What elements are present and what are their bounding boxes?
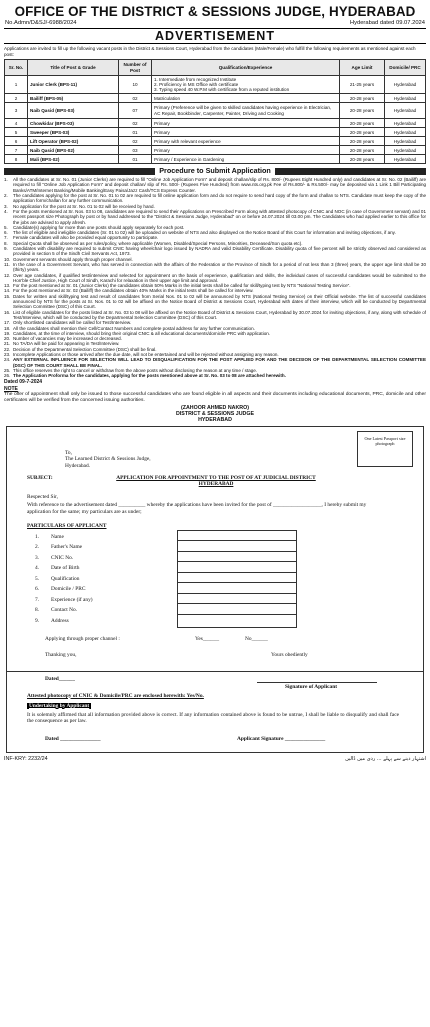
intro-text: Applications are invited to fill up the following vacant posts in the District & Sessions Court, Hyderabad from the candidates (Male/Female) who fulfill the following requirements as mentioned against each post: <box>4 46 416 57</box>
procedure-item <box>4 246 426 257</box>
salutation: Respected Sir, <box>27 493 58 500</box>
application-form-lower <box>6 672 424 753</box>
procedure-bar-left <box>4 168 155 175</box>
to-line: To, <box>65 449 72 456</box>
procedure-item-text: Female candidates will also be provided equal opportunity to participate. <box>13 235 159 241</box>
signature-of-applicant: Signature of Applicant <box>285 683 338 690</box>
procedure-list <box>4 177 426 378</box>
row-age: 20-28 years <box>340 103 385 119</box>
table-row <box>5 119 426 128</box>
particular-box[interactable] <box>178 531 296 542</box>
table-row <box>5 137 426 146</box>
procedure-item-text: Candidates, at the time of interview, should bring their original CNIC & all educational documents/domicile PRC with application. <box>13 330 271 336</box>
table-row <box>5 128 426 137</box>
row-sr: 6 <box>5 137 28 146</box>
procedure-item-text: For the post mentioned at Sr. 02 (Bailiff) the candidates obtain 40% Marks in the initial tests shall be called for interview. <box>13 288 254 294</box>
row-qualification: Primary <box>152 128 340 137</box>
procedure-item-number: 15. <box>4 293 11 299</box>
particular-number: 2. <box>35 544 40 551</box>
row-number: 07 <box>119 103 152 119</box>
row-domicile: Hyderabad <box>385 137 426 146</box>
photo-box: One Latest Passport size photograph <box>357 431 413 467</box>
row-age: 20-28 years <box>340 119 385 128</box>
procedure-item-text: The candidates applying for the post at Sr. No. 01 to 02 are required to fill online application form and do not require to send hard copy of the form and challan to NTS. Candidate must keep the copy of the application form/challan for any further communication. <box>13 193 426 204</box>
procedure-item-text: In the case of a Government Servant, who has served in connection with the affairs of the Federation or the Province of Sindh for a period of not less than 3 (three) years, the upper age limit shall be 30 (thirty) years. <box>13 261 426 273</box>
procedure-item-text: All the candidates at Sr. No. 01 (Junior Clerks) are required to fill "Online Job Application Form" and deposit challan/slip of Rs. 800/- (Rupees Eight Hundred only) and candidates at Sr. No. 02 (Bailiff) are required to fill "Online Job Application Form" and deposit challan/ slip of Rs. 500/- (Rupees Five Hundred) from www.nts.org.pk Fee of Rs.800/- & Rs.500/- may be deposited via 1 Link 1 Bill Participating Banks/ATM/Internet Banking/Mobile Banking/Easy Paisa/Jazz Cash/TCS Express Counter. <box>13 177 426 193</box>
row-title: Junior Clerk (BPS-11) <box>28 76 119 94</box>
header-age: Age Limit <box>340 60 385 76</box>
procedure-item-number: 20. <box>4 336 11 342</box>
row-sr: 5 <box>5 128 28 137</box>
row-title: Lift Operator (BPS-02) <box>28 137 119 146</box>
undertaking-dated[interactable]: Dated _______________ <box>45 735 101 742</box>
reference-number: No.Admn/D&SJ/-6988/2024 <box>5 20 77 26</box>
row-qualification: Primary <box>152 119 340 128</box>
row-number: 01 <box>119 128 152 137</box>
procedure-item-text: The Application Proforma for the candidates, applying for the posts mentioned above at Sr. No. 03 to 08 are attached herewith. <box>13 373 286 379</box>
header-sr: Sr. No. <box>5 60 28 76</box>
procedure-item-number: 18. <box>4 325 11 331</box>
row-domicile: Hyderabad <box>385 128 426 137</box>
row-sr: 4 <box>5 119 28 128</box>
row-sr: 1 <box>5 76 28 94</box>
note-text: The offer of appointment shall only be issued to those successful candidates who are found eligible in all aspects and their documents including educational documents, PRC, domicile and other certificates will be verified from the concerned issuing authorities. <box>4 392 426 404</box>
signatory-designation: DISTRICT & SESSIONS JUDGE <box>176 410 254 417</box>
proper-channel-no[interactable]: No______ <box>245 635 268 642</box>
form-dated[interactable]: Dated______ <box>45 675 75 682</box>
procedure-header <box>4 167 426 175</box>
particular-box[interactable] <box>178 594 296 605</box>
to-line: Hyderabad. <box>65 462 90 469</box>
table-header-row <box>5 60 426 76</box>
procedure-item-text: This office reserves the right to cancel or withdraw from the above posts without disclosing the reason at any time / stage. <box>13 367 258 373</box>
row-number: 02 <box>119 94 152 103</box>
row-number: 10 <box>119 76 152 94</box>
qual-line: 2. Proficiency in MS Office with certificate <box>154 82 239 88</box>
particular-label: Address <box>51 617 69 624</box>
procedure-item <box>4 273 426 284</box>
reference-row <box>4 19 426 27</box>
header-title: Title of Post & Grade <box>28 60 119 76</box>
particular-box[interactable] <box>178 604 296 615</box>
table-row <box>5 76 426 94</box>
table-row <box>5 146 426 155</box>
procedure-item-number: 17. <box>4 320 11 326</box>
procedure-item <box>4 357 426 368</box>
procedure-item <box>4 373 426 378</box>
row-sr: 2 <box>5 94 28 103</box>
row-qualification: Primary <box>152 146 340 155</box>
particular-number: 6. <box>35 586 40 593</box>
procedure-item-number: 2. <box>4 193 8 199</box>
procedure-item-text: The list of eligible and ineligible candidates (Sr. 01 to 02) will be uploaded on website of NTS and also displayed on the Notice Board of this Court for information and inviting objections, if any. <box>13 230 396 236</box>
qual-line: 1. Intermediate from recognized Institute <box>154 76 237 82</box>
row-domicile: Hyderabad <box>385 155 426 164</box>
particular-box[interactable] <box>178 562 296 573</box>
row-number: 02 <box>119 119 152 128</box>
particulars-title: PARTICULARS OF APPLICANT <box>27 522 107 529</box>
urdu-notice: اشتہار دینے سے پہلے ... ردی میں ڈالیں <box>345 755 426 762</box>
signatory-name: (ZAHOOR AHMED NAKRO) <box>180 404 250 411</box>
procedure-item-number: 26. <box>4 373 11 379</box>
procedure-item-number: 3. <box>4 203 8 209</box>
procedure-item-number: 19. <box>4 330 11 336</box>
particular-box[interactable] <box>178 615 296 626</box>
particular-number: 5. <box>35 575 40 582</box>
procedure-item-number: 7. <box>4 235 8 241</box>
particular-box[interactable] <box>178 583 296 594</box>
row-title: Naib Qasid (BPS-02) <box>28 146 119 155</box>
procedure-item-text: No TA/DA will be paid for appearing in Test/Interview. <box>13 341 120 347</box>
row-number: 03 <box>119 146 152 155</box>
note-heading: NOTE <box>4 386 18 393</box>
to-line: The Learned District & Sessions Judge, <box>65 456 151 463</box>
procedure-item-number: 23. <box>4 351 11 357</box>
particular-number: 8. <box>35 607 40 614</box>
particular-box[interactable] <box>178 541 296 552</box>
procedure-item-text: Number of vacancies may be increased or decreased. <box>13 336 122 342</box>
row-domicile: Hyderabad <box>385 119 426 128</box>
row-title: Mali (BPS-02) <box>28 155 119 164</box>
particular-label: CNIC No. <box>51 554 74 561</box>
proper-channel-label: Applying through proper channel : <box>45 635 120 642</box>
row-qualification: Primary with relevant experience <box>152 137 340 146</box>
row-sr: 7 <box>5 146 28 155</box>
qual-line: 3. Typing speed 40 W.P.M with certificate from a reputed institution <box>154 87 290 93</box>
row-domicile: Hyderabad <box>385 94 426 103</box>
form-addressee <box>65 450 151 470</box>
procedure-title: Procedure to Submit Application <box>159 166 271 176</box>
procedure-item <box>4 193 426 204</box>
procedure-bar-right <box>275 168 426 175</box>
row-age: 20-28 years <box>340 146 385 155</box>
particular-number: 7. <box>35 596 40 603</box>
procedure-item-number: 24. <box>4 357 11 363</box>
header-qualification: Qualification/Experience <box>152 60 340 76</box>
row-qualification: Primary (Preference will be given to skilled candidates having experience in Electrician, AC Repair, Bookbinder, Carpenter, Painter, Driving and Cooking <box>152 103 340 119</box>
signatory-city: HYDERABAD <box>198 416 232 423</box>
procedure-item-text: Candidate(s) applying for more than one posts should apply separately for each post. <box>13 224 185 230</box>
particulars-box-column <box>177 530 297 628</box>
row-domicile: Hyderabad <box>385 103 426 119</box>
row-qualification: Primary / Experience in Gardening <box>152 155 340 164</box>
row-title: Chowkidar (BPS-03) <box>28 119 119 128</box>
procedure-item-text: ANY EXTERNAL INFLUENCE FOR SELECTION WILL LEAD TO DISQUALIFICATION FOR THE POST APPLIED FOR AND THE DECISION OF THE DEPARTMENTAL SELECTION COMMITTEE (DSC) OF THIS COURT SHALL BE FINAL. <box>13 357 426 368</box>
procedure-item-number: 16. <box>4 309 11 315</box>
inf-number: INF-KRY: 2232/24 <box>4 755 48 762</box>
row-number: 01 <box>119 155 152 164</box>
signatory-block <box>4 405 426 423</box>
procedure-item-number: 10. <box>4 256 11 262</box>
particular-label: Domicile / PRC <box>51 586 86 593</box>
procedure-item-number: 13. <box>4 283 11 289</box>
procedure-item-number: 22. <box>4 346 11 352</box>
procedure-item-text: Incomplete Applications or those arrived after the due date, will not be entertained and will be rejected without assigning any reason. <box>13 351 279 357</box>
procedure-item <box>4 262 426 273</box>
procedure-item-number: 25. <box>4 367 11 373</box>
row-age: 20-28 years <box>340 128 385 137</box>
header-number: Number of Post <box>119 60 152 76</box>
particular-label: Contact No. <box>51 607 78 614</box>
header-domicile: Domicile/ PRC <box>385 60 426 76</box>
particular-number: 4. <box>35 565 40 572</box>
advertisement-page <box>4 3 426 1021</box>
table-row <box>5 155 426 164</box>
particular-box[interactable] <box>178 573 296 584</box>
issue-date: Hyderabad dated 09.07.2024 <box>349 20 425 26</box>
row-title: Sweeper (BPS-03) <box>28 128 119 137</box>
table-row <box>5 103 426 119</box>
particular-number: 3. <box>35 554 40 561</box>
yours-obediently: Yours obediently <box>271 651 308 658</box>
row-age: 20-28 years <box>340 137 385 146</box>
signature-line <box>257 682 377 683</box>
particular-box[interactable] <box>178 552 296 563</box>
row-title: Bailiff (BPS-05) <box>28 94 119 103</box>
row-domicile: Hyderabad <box>385 76 426 94</box>
undertaking-text: It is solemnly affirmed that all information provided above is correct. If any information contained above is found to be untrue, I shall be liable to disqualify and shall face the consequence as per law. <box>27 711 399 725</box>
subject-label: SUBJECT: <box>27 474 53 481</box>
row-sr: 3 <box>5 103 28 119</box>
procedure-item-text: Decision of the Departmental Selection Committee (DSC) shall be final. <box>13 346 157 352</box>
table-row <box>5 94 426 103</box>
procedure-item-text: Dates for written and skill/typing test and result of candidates from Serial Nos. 01 to 02 will be announced by NTS (National Testing Service) on their Official website. The list of successful candidates announced by NTS for the posts at Sr. Nos. 01 to 02 will be affixed on the Notice Board of District & Sessions Court, Hyderabad with dates of their interview, which will be conducted by Departmental Selection Committee (DSC) of this Court. <box>13 293 426 310</box>
procedure-item-text: All the candidates shall mention their Cell/Contact Numbers and complete postal address for any further communication. <box>13 325 255 331</box>
row-age: 20-28 years <box>340 155 385 164</box>
office-title: OFFICE OF THE DISTRICT & SESSIONS JUDGE, HYDERABAD <box>14 4 416 19</box>
procedure-item <box>4 294 426 310</box>
procedure-item-text: Only shortlisted candidates will be called for Test/Interview. <box>13 320 132 326</box>
row-domicile: Hyderabad <box>385 146 426 155</box>
particular-label: Date of Birth <box>51 565 80 572</box>
procedure-item-text: Special Quota shall be observed as per rules/policy, where applicable (Women, Disabled/Special Persons, Minorities, Deceased/Son quota etc). <box>13 240 303 246</box>
page-footer <box>4 756 426 763</box>
procedure-item-number: 4. <box>4 208 8 214</box>
form-paragraph: With reference to the advertisement dated __________ whereby the applications have been invited for the post of __________________, I hereby submit my application for the same; my particulars are as under; <box>27 501 367 516</box>
procedure-item-text: For the posts mentioned at Sr. Nos. 03 to 08, candidates are required to send their Applications on Prescribed Form along with attested photocopy of CNIC and NOC (in case of Government servant) and 01 recent passport size Photograph by post or by hand addressed to the "District & Sessions Judge, Hyderabad" on or before 24.07.2024 till 03.00 pm. The Candidates who had applied earlier to this office for the jobs are advised to apply afresh. <box>13 208 426 225</box>
posts-table <box>4 59 426 164</box>
row-age: 20-28 years <box>340 94 385 103</box>
procedure-item-number: 14. <box>4 288 11 294</box>
procedure-item-number: 12. <box>4 272 11 278</box>
applicant-signature[interactable]: Applicant Signature _______________ <box>237 735 326 742</box>
procedure-item <box>4 177 426 193</box>
procedure-item-number: 6. <box>4 230 8 236</box>
row-number: 02 <box>119 137 152 146</box>
particular-label: Name <box>51 533 64 540</box>
procedure-item <box>4 209 426 225</box>
procedure-item-text: Over age candidates, if qualified test/interview and selected for appointment on the basis of experience, qualification and skills, the individual cases of successful candidates would be submitted to the Hon'ble Chief Justice, High Court of Sindh, Karachi for relaxation in their upper age limit and approval. <box>13 272 426 283</box>
procedure-item-number: 1. <box>4 177 8 183</box>
advert-dated: Dated 09-7-2024 <box>4 379 43 386</box>
procedure-item-text: For the post mentioned at Sr. 01 (Junior Clerks) the candidates obtain 50% Marks in the initial tests shall be called for skill/typing test by NTS "National Testing Service". <box>13 283 351 289</box>
row-sr: 8 <box>5 155 28 164</box>
proper-channel-yes[interactable]: Yes______ <box>195 635 220 642</box>
procedure-item-text: List of eligible candidates for the posts listed at Sr. No. 03 to 08 will be affixed on the Notice Board of District & Sessions Court, Hyderabad by 30.07.2024 for inviting objections, if any, along with schedule of Test/Interview, which will be conducted by the Departmental Selection Committee (DSC) of this Court. <box>13 309 426 320</box>
advertisement-heading: ADVERTISEMENT <box>4 28 426 44</box>
particular-number: 9. <box>35 617 40 624</box>
procedure-item <box>4 310 426 321</box>
particular-label: Experience (if any) <box>51 596 93 603</box>
row-qualification: Matriculation <box>152 94 340 103</box>
row-qualification <box>152 76 340 94</box>
particular-label: Father's Name <box>51 544 83 551</box>
procedure-item-text: Government servants should apply through proper channel. <box>13 256 133 262</box>
procedure-item-text: No application for the post at Sr. No. 01 to 02 will be received by hand. <box>13 203 155 209</box>
procedure-item-number: 9. <box>4 246 8 252</box>
row-title: Naib Qasid (BPS-03) <box>28 103 119 119</box>
subject-text: APPLICATION FOR APPOINTMENT TO THE POST OF AT JUDICIAL DISTRICT HYDERABAD <box>116 474 316 488</box>
attested-copies-line: Attested photocopy of CNIC & Domicile/PRC are enclosed herewith: Yes/No. <box>27 692 204 699</box>
undertaking-heading: Undertaking by Applicant <box>29 702 90 709</box>
particular-number: 1. <box>35 533 40 540</box>
procedure-item-number: 21. <box>4 341 11 347</box>
row-age: 21-25 years <box>340 76 385 94</box>
procedure-item-number: 5. <box>4 224 8 230</box>
particular-label: Qualification <box>51 575 80 582</box>
thanking-text: Thanking you, <box>45 651 77 658</box>
application-form <box>6 426 424 672</box>
procedure-item-text: Candidates with disability are required to submit CNIC having wheelchair logo issued by NADRA and valid Disability Certificate. Disability quota of five percent will be strictly observed and considered as provided in section 5 of the Sindh Civil Servants Act, 1973. <box>13 246 426 257</box>
procedure-item-number: 8. <box>4 240 8 246</box>
procedure-item-number: 11. <box>4 261 10 267</box>
